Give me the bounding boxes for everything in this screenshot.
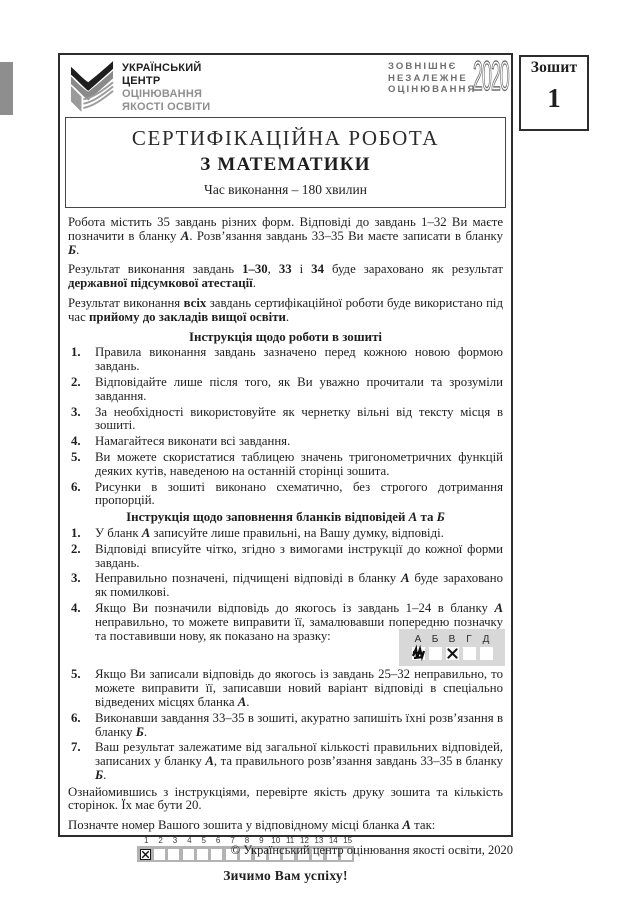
instruction-list-answer-sheets xyxy=(68,527,503,783)
logo-text-line: ОЦІНЮВАННЯ xyxy=(122,88,203,100)
ucqa-logo-icon xyxy=(70,61,114,114)
text-segment: державної підсумкової атестації xyxy=(68,276,253,291)
list-item xyxy=(68,376,503,404)
text-segment: . xyxy=(252,276,256,291)
text-segment: Ви можете скористатися таблицею значень тригонометричних функцій деяких кутів, наведеною на останній сторінці зошита. xyxy=(95,449,503,478)
text-segment: А xyxy=(494,600,503,615)
list-item-text xyxy=(95,481,503,509)
list-item xyxy=(68,435,503,449)
list-item-number: 4. xyxy=(71,434,81,449)
list-item xyxy=(68,406,503,434)
list-item-number: 3. xyxy=(71,404,81,419)
zno-logo-text xyxy=(388,61,476,96)
text-segment: Якщо Ви записали відповідь до якогось із завдань 25–32 неправильно, то можете виправити її, записавши новий варіант відповіді в спеціально відведених місцях бланка xyxy=(95,667,503,709)
text-segment: неправильно, то можете виправити її, замалювавши попередню позначку та поставивши нову, як показано на зразку: xyxy=(95,614,503,643)
text-segment: Неправильно позначені, підчищені відповіді в бланку xyxy=(95,571,402,586)
sample-letter: Д xyxy=(482,633,490,645)
section1-heading xyxy=(68,331,503,345)
subject-title: З МАТЕМАТИКИ xyxy=(200,154,371,175)
mark-booklet-paragraph xyxy=(68,819,503,833)
cell-number-label: 2 xyxy=(158,836,163,846)
sample-letter: Г xyxy=(466,633,472,645)
zno-year: 2020 xyxy=(473,52,510,99)
title-box xyxy=(65,117,506,208)
text-segment: та xyxy=(417,510,437,525)
instruction-list-booklet xyxy=(68,346,503,508)
text-segment: . xyxy=(246,694,250,709)
logo-text-line: ЦЕНТР xyxy=(122,75,161,87)
intro-paragraph-1 xyxy=(68,216,503,257)
list-item xyxy=(68,741,503,782)
text-segment: Б xyxy=(68,242,77,257)
list-item-text xyxy=(95,435,503,449)
text-segment: Відповіді вписуйте чітко, згідно з вимогами інструкції до кожної форми завдань. xyxy=(95,541,503,570)
text-segment: Якщо Ви позначили відповідь до якогось із завдань 1–24 в бланку xyxy=(95,600,495,615)
text-segment: Б xyxy=(95,767,104,782)
text-segment: Намагайтеся виконати всі завдання. xyxy=(95,434,291,449)
sample-letter: А xyxy=(414,633,422,645)
sample-letter: Б xyxy=(431,633,439,645)
text-segment: і xyxy=(291,262,312,277)
text-segment: буде зараховано як помилкові. xyxy=(95,571,503,600)
list-item-text xyxy=(95,527,503,541)
list-item-number: 1. xyxy=(71,345,81,360)
text-segment: А xyxy=(237,694,247,709)
list-item-text xyxy=(95,376,503,404)
text-segment: буде зараховано як результат xyxy=(323,262,503,277)
cell-number-label: 8 xyxy=(244,836,250,846)
text-segment: Ознайомившись з інструкціями, перевірте якість друку зошита та кількість сторінок. Їх має бути 20. xyxy=(68,784,503,813)
text-segment: Правила виконання завдань зазначено перед кожною новою формою завдань. xyxy=(95,345,503,374)
list-item-text xyxy=(95,451,503,479)
list-item-number: 5. xyxy=(71,667,81,682)
list-item-number: 5. xyxy=(71,449,81,464)
zno-text-line: ЗОВНІШНЄ xyxy=(388,61,458,72)
section2-heading xyxy=(68,511,503,525)
list-item xyxy=(68,451,503,479)
text-segment: 34 xyxy=(311,262,324,277)
duration-note: Час виконання – 180 хвилин xyxy=(204,182,367,197)
text-segment: Ваш результат залежатиме від загальної кількості правильних відповідей, записаних у бланку xyxy=(95,740,503,769)
list-item-number: 6. xyxy=(71,479,81,494)
text-segment: . xyxy=(285,309,290,324)
work-title: СЕРТИФІКАЦІЙНА РОБОТА xyxy=(131,126,440,150)
list-item-number: 7. xyxy=(71,740,81,755)
text-segment: Рисунки в зошиті виконано схематично, без строгого дотримання пропорцій. xyxy=(95,479,503,508)
list-item-text xyxy=(95,712,503,740)
cell-number-label: 1 xyxy=(143,836,149,846)
list-item xyxy=(68,346,503,374)
list-item xyxy=(68,543,503,571)
text-segment: . xyxy=(143,724,148,739)
text-segment: . xyxy=(103,767,107,782)
text-segment: А xyxy=(141,525,151,540)
sample-cell-empty xyxy=(480,647,493,660)
list-item-text xyxy=(95,572,503,600)
text-segment: Виконавши завдання 33–35 в зошиті, акуратно запишіть їхні розв’язання в бланку xyxy=(95,710,503,739)
list-item xyxy=(68,712,503,740)
list-item-text xyxy=(95,346,503,374)
success-wish: Зичимо Вам успіху! xyxy=(223,868,348,884)
text-segment: Б xyxy=(436,510,445,525)
answer-correction-sample xyxy=(399,629,505,666)
sample-answer-cells xyxy=(412,647,493,660)
header xyxy=(68,52,510,117)
text-segment: записуйте лише правильні, на Вашу думку, відповіді. xyxy=(150,525,444,540)
text-segment: 33 xyxy=(278,262,292,277)
cell-number-label: 7 xyxy=(230,836,235,846)
sample-cell-empty xyxy=(429,647,442,660)
cell-number-label: 9 xyxy=(259,836,264,846)
text-segment: А xyxy=(180,228,190,243)
text-segment: Робота містить 35 завдань різних форм. Відповіді до завдань 1–32 Ви маєте позначити в бланку xyxy=(68,215,503,243)
text-segment: так: xyxy=(410,818,436,833)
text-segment: А xyxy=(402,818,411,833)
text-segment: , xyxy=(267,262,279,277)
intro-paragraph-3 xyxy=(68,297,503,325)
list-item-text xyxy=(95,543,503,571)
text-segment: А xyxy=(401,571,410,586)
text-segment: У бланк xyxy=(95,525,142,540)
list-item-text xyxy=(95,668,503,709)
list-item xyxy=(68,481,503,509)
list-item xyxy=(68,527,503,541)
list-item xyxy=(68,602,503,666)
cell-number-label: 14 xyxy=(328,836,338,846)
cell-number-label: 5 xyxy=(201,836,206,846)
copyright-line: © Український центр оцінювання якості освіти, 2020 xyxy=(230,843,513,857)
cell-number-label: 10 xyxy=(271,836,281,846)
cell-number-label: 15 xyxy=(343,836,353,846)
text-segment: Інструкція щодо заповнення бланків відповідей xyxy=(126,510,409,525)
list-item-number: 4. xyxy=(71,600,81,615)
sample-letter: В xyxy=(448,633,456,645)
list-item-text xyxy=(95,741,503,782)
text-segment: За необхідності використовуйте як чернетку вільні від тексту місця в зошиті. xyxy=(95,404,503,433)
cell-number-label: 4 xyxy=(187,836,192,846)
text-segment: всіх xyxy=(183,295,207,310)
ucqa-logo xyxy=(70,61,210,114)
text-segment: , та правильного розв’язання завдань 33–35 в бланку xyxy=(213,754,503,769)
sample-cell-scribble xyxy=(412,647,425,660)
cell-number-label: 6 xyxy=(215,836,221,846)
cell-number-label: 3 xyxy=(172,836,178,846)
list-item-number: 1. xyxy=(71,525,81,540)
list-item xyxy=(68,668,503,709)
zno-text-line: НЕЗАЛЕЖНЕ xyxy=(388,72,468,84)
x-mark-icon xyxy=(446,647,459,660)
cell-number-label: 11 xyxy=(285,836,295,846)
logo-text-line: ЯКОСТІ ОСВІТИ xyxy=(122,101,211,113)
text-segment: . xyxy=(76,242,80,257)
text-segment: А xyxy=(205,754,214,769)
booklet-label: Зошит xyxy=(530,59,578,76)
zno-text-line: ОЦІНЮВАННЯ xyxy=(388,84,477,95)
text-segment: Позначте номер Вашого зошита у відповідному місці бланка xyxy=(68,818,403,833)
sample-cell-empty xyxy=(463,647,476,660)
logo-text-line: УКРАЇНСЬКИЙ xyxy=(122,62,202,74)
list-item-number: 2. xyxy=(71,541,81,556)
booklet-number: 1 xyxy=(547,83,561,113)
zno-2020-logo xyxy=(388,52,559,99)
text-segment: Результат виконання xyxy=(68,295,184,310)
text-segment: . Розв’язання завдань 33–35 Ви маєте записати в бланку xyxy=(189,228,503,243)
text-segment: А xyxy=(408,510,418,525)
sample-answer-letters xyxy=(412,634,493,645)
text-segment: Відповідайте лише після того, як Ви уважно прочитали та зрозуміли завдання. xyxy=(95,374,503,403)
text-segment: 1–30 xyxy=(242,262,268,277)
scribble-mark-icon xyxy=(412,647,425,660)
list-item-number: 2. xyxy=(71,374,81,389)
list-item-number: 6. xyxy=(71,710,81,725)
list-item-number: 3. xyxy=(71,571,81,586)
check-pages-paragraph xyxy=(68,786,503,814)
cell-number-label: 13 xyxy=(314,836,324,846)
cell-number-label: 12 xyxy=(300,836,309,846)
instructions-content xyxy=(68,216,503,883)
text-segment: прийому до закладів вищої освіти xyxy=(89,309,286,324)
intro-paragraph-2 xyxy=(68,263,503,291)
text-segment: Інструкція щодо роботи в зошиті xyxy=(189,329,382,344)
text-segment: завдань сертифікаційної роботи буде використано під час xyxy=(68,295,503,324)
print-alignment-tab xyxy=(0,62,13,115)
ucqa-logo-text xyxy=(122,62,210,114)
list-item-text xyxy=(95,406,503,434)
sample-cell-cross xyxy=(446,647,459,660)
text-segment: Результат виконання завдань xyxy=(68,262,243,277)
list-item xyxy=(68,572,503,600)
text-segment: Б xyxy=(135,724,144,739)
